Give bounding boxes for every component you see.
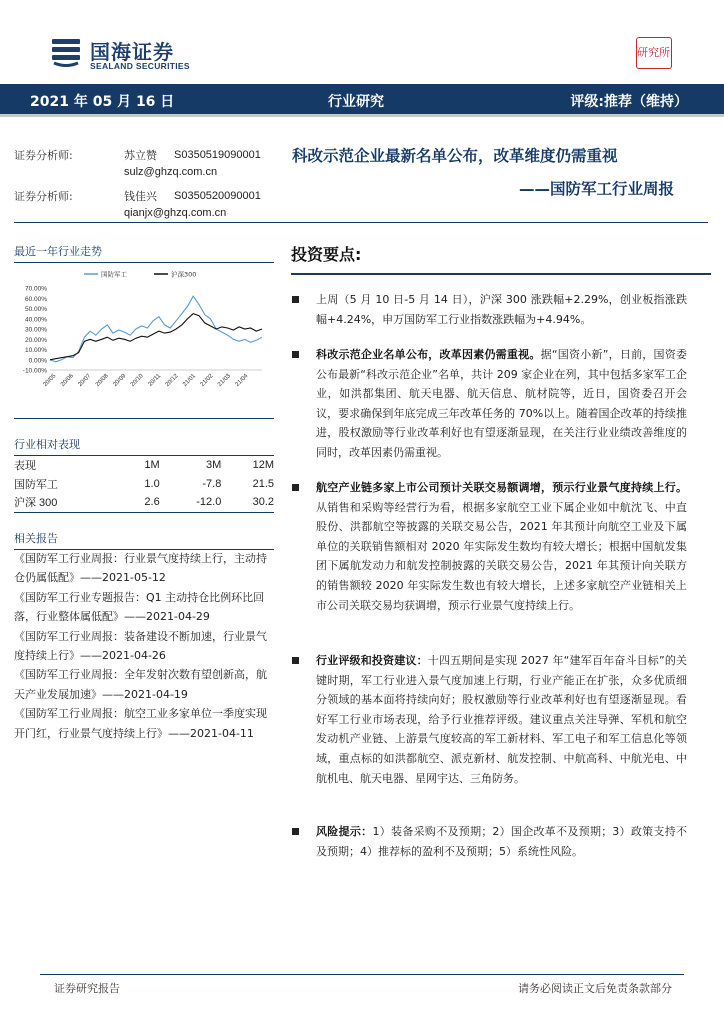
x-tick-label: 20/10 bbox=[129, 373, 145, 389]
highlight-bullet bbox=[292, 822, 687, 861]
table-header-cell: 3M bbox=[206, 458, 222, 471]
bullet-text: 上周（5 月 10 日-5 月 14 日），沪深 300 涨跌幅+2.29%，创业板指涨跌幅+4.24%，申万国防军工行业指数涨跌幅为+4.94%。 bbox=[316, 293, 687, 326]
table-header-cell: 1M bbox=[144, 458, 160, 471]
report-type: 行业研究 bbox=[328, 94, 384, 110]
industry-trend-chart bbox=[14, 262, 276, 410]
footer-report-label: 证券研究报告 bbox=[54, 982, 120, 995]
report-title: 科改示范企业最新名单公布，改革维度仍需重视 bbox=[292, 147, 618, 165]
table-row bbox=[14, 493, 274, 512]
performance-table bbox=[14, 455, 274, 513]
table-row bbox=[14, 474, 274, 493]
analyst-license: S0350519090001 bbox=[174, 149, 261, 161]
x-tick-label: 21/03 bbox=[217, 373, 232, 389]
bullet-text: 从销售和采购等经营行为看，根据多家航空工业下属企业如中航沈飞、中直股份、洪都航空等披露的关联交易公告，2021 年其预计向航空工业及下属单位的关联销售额相对 2020 年实际发生数均有较大增长；根据中国航发集团下属航发动力和航发控制披露的关联交易公告，2021 年其预计向关联方的销售额较 2020 年实际发生数也有较大增长，上述多家航空产业链相关上市公司关联交易均获调增，预示行业景气度持续上行。 bbox=[316, 500, 687, 612]
performance-section-title: 行业相对表现 bbox=[14, 436, 274, 456]
related-reports-list bbox=[14, 549, 276, 743]
x-tick-label: 20/09 bbox=[112, 373, 128, 389]
analyst-role: 证券分析师: bbox=[14, 190, 73, 203]
bullet-text: 十四五期间是实现 2027 年“建军百年奋斗目标”的关键时期，军工行业进入景气度加速上行期，行业产能正在扩张，众多优质细分领域的基本面将持续向好；股权激励等行业改革利好也有望逐渐显现。看好军工行业市场表现，给予行业推荐评级。建议重点关注导弹、军机和航空发动机产业链、上游景气度较高的军工新材料、军工电子和军工信息化等领域，重点标的如洪都航空、派克新材、航发控制、中航高科、中航光电、中航机电、航天电器、星网宇达、三角防务。 bbox=[316, 654, 688, 785]
seal-text: 研究所 bbox=[637, 46, 670, 59]
analyst-entry bbox=[14, 188, 284, 222]
highlight-bullet bbox=[292, 651, 687, 788]
trend-section-title: 最近一年行业走势 bbox=[14, 243, 274, 263]
bullet-bold: 科改示范企业名单公布，改革因素仍需重视。 bbox=[316, 348, 541, 361]
x-tick-label: 20/11 bbox=[147, 373, 163, 388]
highlight-bullet bbox=[292, 478, 687, 615]
bullet-text: 据“国资小新”，日前，国资委公布最新“科改示范企业”名单，共计 209 家企业在列，其中包括多家军工企业，如洪都集团、航天电器、航天信息、航材院等，近日，国资委召开会议，要求确保到年底完成三年改革任务的 70%以上。随着国企改革的持续推进，股权激励等行业改革利好也有望逐渐显现，在关注行业业绩改善维度的同时，改革因素仍需重视。 bbox=[316, 348, 687, 459]
table-cell: 2.6 bbox=[122, 493, 160, 512]
related-report-link[interactable]: 《国防军工行业专题报告：Q1 主动持仓比例环比回落，行业整体属低配》——2021-04-29 bbox=[14, 590, 265, 624]
x-tick-label: 20/07 bbox=[77, 373, 93, 389]
bullet-square-icon bbox=[292, 351, 299, 358]
analyst-name: 钱佳兴 bbox=[124, 190, 157, 203]
report-date: 2021 年 05 月 16 日 bbox=[30, 94, 175, 110]
bullet-square-icon bbox=[292, 657, 299, 664]
y-tick-label: 60.00% bbox=[24, 295, 47, 303]
chart-divider bbox=[14, 418, 274, 419]
investment-highlights-title: 投资要点: bbox=[291, 242, 711, 275]
table-header-row bbox=[14, 455, 274, 474]
x-tick-label: 20/08 bbox=[94, 373, 110, 389]
highlight-bullet bbox=[292, 345, 687, 463]
x-tick-label: 21/04 bbox=[234, 373, 250, 389]
footer-disclaimer-note: 请务必阅读正文后免责条款部分 bbox=[518, 982, 672, 995]
research-seal bbox=[636, 37, 672, 69]
table-cell: 21.5 bbox=[252, 477, 274, 490]
table-header-cell: 表现 bbox=[14, 459, 36, 472]
table-cell: 沪深 300 bbox=[14, 493, 122, 512]
analyst-email[interactable]: sulz@ghzq.com.cn bbox=[124, 166, 218, 178]
x-tick-label: 21/02 bbox=[199, 373, 215, 389]
legend-label: 国防军工 bbox=[101, 270, 127, 279]
y-tick-label: 40.00% bbox=[24, 316, 47, 324]
x-tick-label: 20/06 bbox=[60, 373, 75, 389]
analyst-block bbox=[14, 147, 284, 222]
related-report-link[interactable]: 《国防军工行业周报：航空工业多家单位一季度实现开门红，行业景气度持续上行》——2021-04-11 bbox=[14, 707, 267, 740]
sealand-logo-icon bbox=[50, 36, 82, 68]
y-tick-label: 0.00% bbox=[28, 357, 47, 365]
table-cell: -12.0 bbox=[160, 493, 222, 512]
trend-chart-svg bbox=[14, 262, 276, 410]
legend-label: 沪深300 bbox=[171, 270, 197, 279]
y-tick-label: 70.00% bbox=[24, 285, 47, 293]
table-header-cell: 12M bbox=[252, 458, 274, 471]
bullet-bold: 航空产业链多家上市公司预计关联交易额调增，预示行业景气度持续上行。 bbox=[316, 481, 687, 494]
related-report-link[interactable]: 《国防军工行业周报：装备建设不断加速，行业景气度持续上行》——2021-04-26 bbox=[14, 629, 267, 663]
footer-divider bbox=[40, 974, 684, 975]
bullet-square-icon bbox=[292, 296, 299, 303]
analyst-license: S0350520090001 bbox=[174, 190, 261, 202]
analyst-entry bbox=[14, 147, 284, 181]
report-subtitle: ——国防军工行业周报 bbox=[518, 180, 674, 198]
header-divider bbox=[14, 222, 708, 223]
logo-english-name: SEALAND SECURITIES bbox=[90, 61, 190, 71]
analyst-email[interactable]: qianjx@ghzq.com.cn bbox=[124, 207, 227, 219]
table-cell: -7.8 bbox=[202, 477, 222, 490]
y-tick-label: -10.00% bbox=[22, 367, 47, 375]
industry-rating: 评级:推荐（维持） bbox=[570, 94, 688, 110]
bullet-square-icon bbox=[292, 828, 299, 835]
bullet-square-icon bbox=[292, 484, 299, 491]
x-tick-label: 20/05 bbox=[42, 373, 58, 389]
logo-chinese-name: 国海证券 bbox=[90, 40, 174, 64]
header-band bbox=[0, 84, 724, 117]
y-tick-label: 20.00% bbox=[24, 336, 47, 344]
analyst-name: 苏立赞 bbox=[124, 149, 157, 162]
table-cell: 30.2 bbox=[221, 493, 274, 512]
company-logo bbox=[50, 34, 250, 74]
y-tick-label: 50.00% bbox=[24, 306, 47, 313]
analyst-role: 证券分析师: bbox=[14, 149, 73, 162]
related-reports-title: 相关报告 bbox=[14, 530, 274, 550]
related-report-link[interactable]: 《国防军工行业周报：全年发射次数有望创新高，航天产业发展加速》——2021-04-19 bbox=[14, 668, 267, 701]
highlight-bullet bbox=[292, 290, 687, 329]
bullet-text: 1）装备采购不及预期；2）国企改革不及预期；3）政策支持不及预期；4）推荐标的盈利不及预期；5）系统性风险。 bbox=[316, 825, 687, 858]
y-tick-label: 10.00% bbox=[24, 347, 47, 354]
related-report-link[interactable]: 《国防军工行业周报：行业景气度持续上行，主动持仓仍属低配》——2021-05-12 bbox=[14, 552, 267, 585]
table-cell: 1.0 bbox=[144, 477, 160, 490]
x-tick-label: 21/01 bbox=[182, 373, 198, 389]
bullet-bold: 行业评级和投资建议： bbox=[316, 654, 428, 667]
table-cell: 国防军工 bbox=[14, 478, 58, 491]
bullet-bold: 风险提示： bbox=[316, 825, 373, 838]
x-tick-label: 20/12 bbox=[164, 373, 180, 389]
y-tick-label: 30.00% bbox=[24, 326, 47, 334]
